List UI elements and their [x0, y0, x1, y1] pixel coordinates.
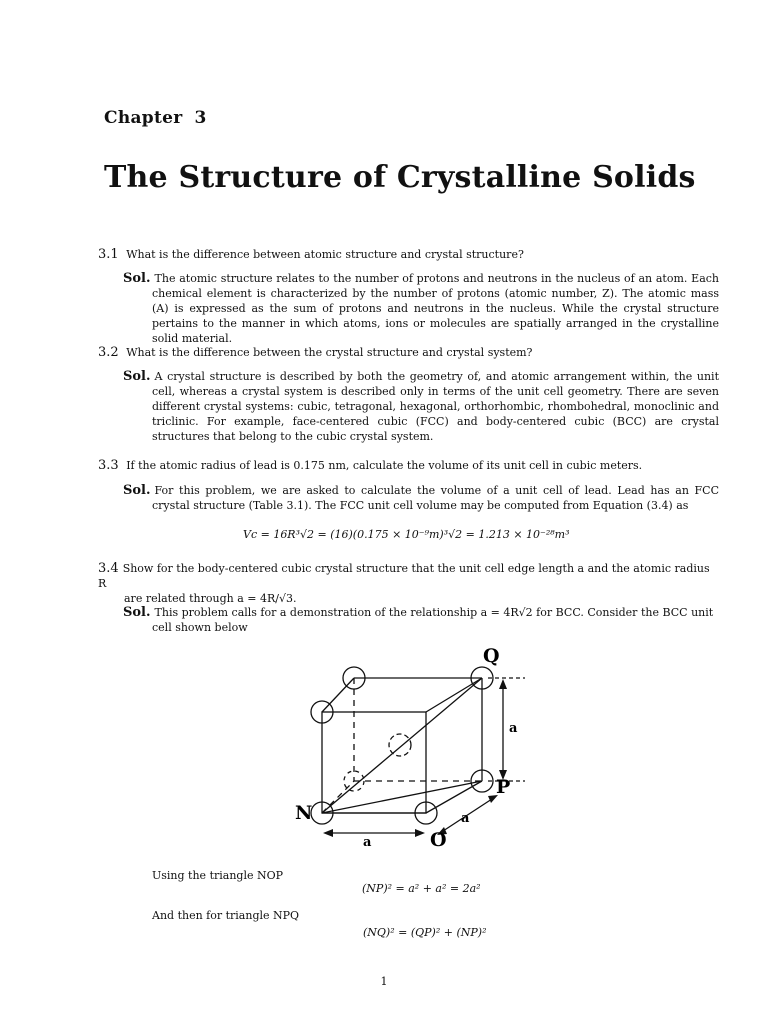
problem-3-2-solution: [123, 369, 719, 444]
chapter-number: 3: [194, 108, 207, 128]
edge-top-right: [426, 678, 482, 712]
sol-label: Sol.: [123, 605, 151, 620]
triangle-npq-text: And then for triangle NPQ: [152, 909, 300, 922]
question-text: If the atomic radius of lead is 0.175 nm, calculate the volume of its unit cell in cubic meters.: [126, 459, 643, 472]
problem-3-4-solution: [123, 605, 719, 635]
label-a-right: a: [509, 721, 518, 736]
front-face: [322, 712, 426, 813]
diagonal-np: [322, 781, 482, 813]
problem-number: 3.1: [98, 247, 119, 262]
page-title: The Structure of Crystalline Solids: [104, 160, 696, 195]
label-q: Q: [483, 645, 500, 667]
equation-nq: (NQ)² = (QP)² + (NP)²: [363, 926, 487, 939]
edge-bottom-right: [426, 781, 482, 813]
problem-3-3-question: [98, 458, 718, 473]
problem-3-2-question: [98, 345, 718, 360]
label-p: P: [496, 776, 511, 798]
solution-text-line1: This problem calls for a demonstration of the relationship a = 4R√2 for BCC. Consider the BCC unit: [154, 606, 714, 619]
problem-3-4-question: [98, 561, 718, 606]
chapter-heading: [104, 108, 207, 128]
solution-text: For this problem, we are asked to calculate the volume of a unit cell of lead. Lead has an FCC crystal structure (Table 3.1). The FCC unit cell volume may be computed from Equation (3.4) as: [152, 484, 719, 512]
page-number: 1: [380, 975, 388, 988]
question-text: What is the difference between atomic structure and crystal structure?: [126, 248, 524, 261]
sol-label: Sol.: [123, 369, 151, 384]
question-text-line2: are related through a = 4R/√3.: [124, 592, 297, 605]
solution-text-line2: cell shown below: [152, 621, 248, 634]
label-n: N: [295, 802, 313, 824]
atom-body-center: [389, 734, 411, 756]
problem-number: 3.3: [98, 458, 119, 473]
chapter-label: Chapter: [104, 108, 183, 128]
bcc-unit-cell-figure: [290, 640, 530, 855]
question-text-line1: Show for the body-centered cubic crystal structure that the unit cell edge length a and the atomic radius R: [98, 562, 710, 590]
label-o: O: [430, 829, 447, 851]
problem-3-3-solution: [123, 483, 719, 513]
sol-label: Sol.: [123, 483, 151, 498]
sol-label: Sol.: [123, 271, 151, 286]
problem-number: 3.4: [98, 561, 119, 576]
solution-text: A crystal structure is described by both the geometry of, and atomic arrangement within, the unit cell, whereas a crystal system is described only in terms of the unit cell geometry. There are seven different crystal systems: cubic, tetragonal, hexagonal, orthorhombic, rhombohedral, monoclinic and triclinic. For example, face-centered cubic (FCC) and body-centered cubic (BCC) are crystal structures that belong to the cubic crystal system.: [152, 370, 719, 443]
triangle-nop-text: Using the triangle NOP: [152, 869, 284, 882]
label-a-bottom: a: [363, 835, 372, 850]
volume-equation: Vc = 16R³√2 = (16)(0.175 × 10⁻⁹m)³√2 = 1.213 × 10⁻²⁸m³: [243, 528, 570, 541]
edge-top-left: [322, 678, 354, 712]
problem-number: 3.2: [98, 345, 119, 360]
diagonal-nq: [322, 678, 482, 813]
equation-np: (NP)² = a² + a² = 2a²: [362, 882, 481, 895]
question-text: What is the difference between the crystal structure and crystal system?: [126, 346, 533, 359]
problem-3-1-question: [98, 247, 718, 262]
label-a-diagonal: a: [461, 811, 470, 826]
solution-text: The atomic structure relates to the number of protons and neutrons in the nucleus of an atom. Each chemical element is characterized by the number of protons (atomic number, Z). The atomic mass (A) is expressed as the sum of protons and neutrons in the nucleus. While the crystal structure pertains to the manner in which atoms, ions or molecules are spatially arranged in the crystalline solid material.: [152, 272, 719, 345]
problem-3-1-solution: [123, 271, 719, 346]
